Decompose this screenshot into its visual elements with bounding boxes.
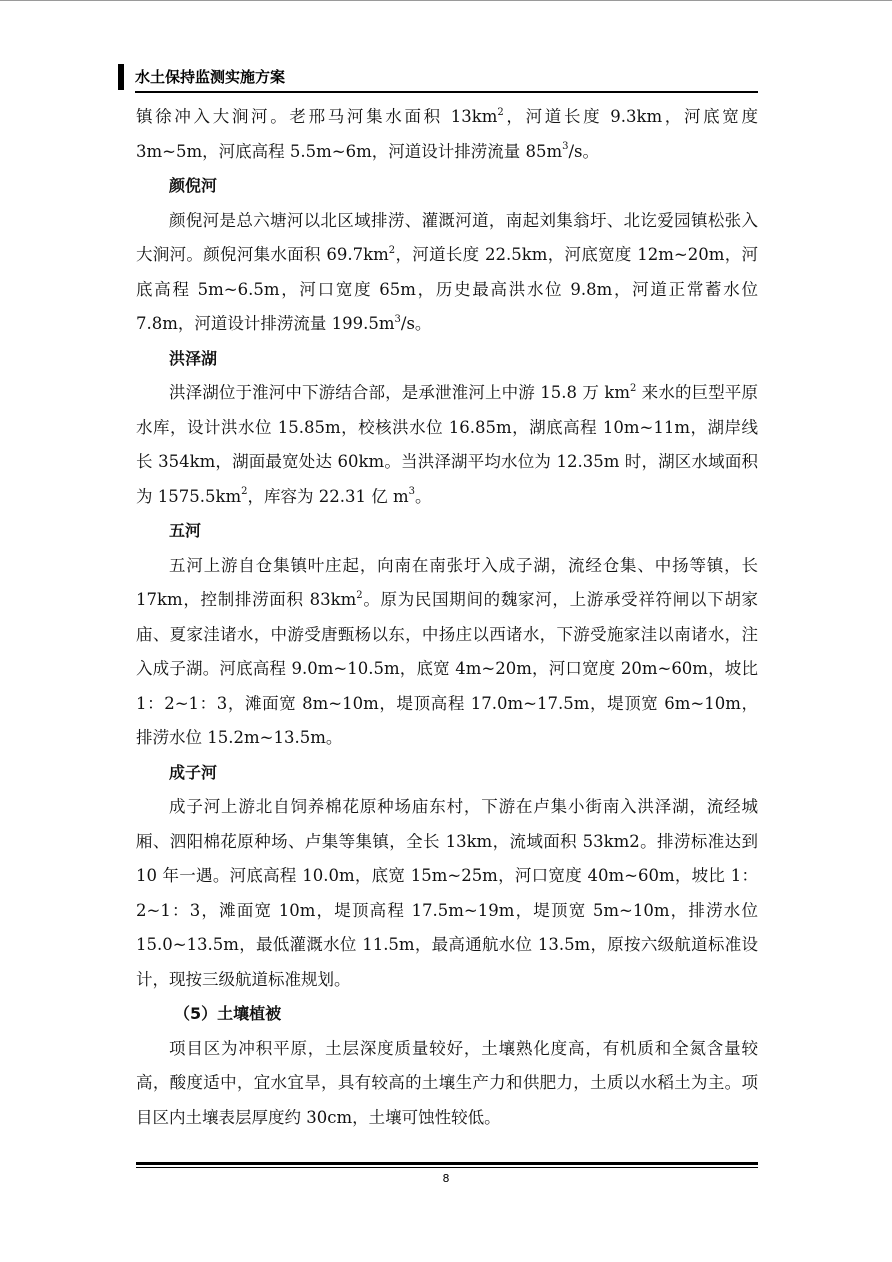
top-border-line — [0, 0, 892, 1]
heading-soil-vegetation: （5）土壤植被 — [174, 1004, 282, 1023]
header-rule — [135, 91, 758, 93]
document-body — [136, 100, 758, 1135]
paragraph-chengzi-river: 成子河上游北自饲养棉花原种场庙东村，下游在卢集小街南入洪泽湖，流经城厢、泗阳棉花原种场、卢集等集镇，全长 13km，流域面积 53km2。排涝标准达到 10 年一遇。河底高程 10.0m，底宽 15m~25m，河口宽度 40m~60m，坡比 1：2~1：3，滩面宽 10m，堤顶高程 17.5m~19m，堤顶宽 5m~10m，排涝水位 15.0~13.5m，最低灌溉水位 11.5m，最高通航水位 13.5m，原按六级航道标准设计，现按三级航道标准规划。 — [136, 797, 758, 989]
heading-chengzi-river: 成子河 — [169, 762, 218, 782]
heading-yanni-river: 颜倪河 — [169, 176, 218, 195]
page-header — [118, 62, 758, 92]
heading-hongze-lake: 洪泽湖 — [169, 348, 218, 368]
page-number: 8 — [442, 1172, 450, 1185]
paragraph-hongze-lake: 洪泽湖位于淮河中下游结合部，是承泄淮河上中游 15.8 万 $km^2$ 来水的巨型平原水库，设计洪水位 15.85m，校核洪水位 16.85m，湖底高程 10m~11m，湖岸线长 354km，湖面最宽处达 60km。当洪泽湖平均水位为 12.35m 时，湖区水域面积为 $1575.5km^2$，库容为 22.31 亿 $m^3$。 — [136, 382, 758, 506]
paragraph-yanni-river: 颜倪河是总六塘河以北区域排涝、灌溉河道，南起刘集翁圩、北讫爱园镇松张入大涧河。颜倪河集水面积 $69.7km^2$，河道长度 22.5km，河底宽度 12m~20m，河底高程 5m~6.5m，河口宽度 65m，历史最高洪水位 9.8m，河道正常蓄水位 7.8m，河道设计排涝流量 $199.5m^3/s$。 — [136, 210, 758, 333]
paragraph-laoxingma: 镇徐冲入大涧河。老邢马河集水面积 $13km^2$，河道长度 9.3km，河底宽度 3m~5m，河底高程 5.5m~6m，河道设计排涝流量 $85m^3/s$。 — [136, 106, 758, 161]
heading-wu-river: 五河 — [169, 521, 202, 540]
paragraph-soil-vegetation: 项目区为冲积平原，土层深度质量较好，土壤熟化度高，有机质和全氮含量较高，酸度适中，宜水宜旱，具有较高的土壤生产力和供肥力，土质以水稻土为主。项目区内土壤表层厚度约 30cm，土壤可蚀性较低。 — [136, 1038, 758, 1127]
footer-rule-thick — [136, 1162, 758, 1165]
paragraph-wu-river: 五河上游自仓集镇叶庄起，向南在南张圩入成子湖，流经仓集、中扬等镇，长 17km，控制排涝面积 $83km^2$。原为民国期间的魏家河，上游承受祥符闸以下胡家庙、夏家洼诸水，中游受唐甄杨以东，中扬庄以西诸水，下游受施家洼以南诸水，注入成子湖。河底高程 9.0m~10.5m，底宽 4m~20m，河口宽度 20m~60m，坡比 1：2~1：3，滩面宽 8m~10m，堤顶高程 17.0m~17.5m，堤顶宽 6m~10m，排涝水位 15.2m~13.5m。 — [136, 555, 759, 747]
footer-rule-thin — [136, 1167, 758, 1168]
header-bar-mark — [118, 64, 124, 90]
header-title: 水土保持监测实施方案 — [135, 68, 286, 86]
